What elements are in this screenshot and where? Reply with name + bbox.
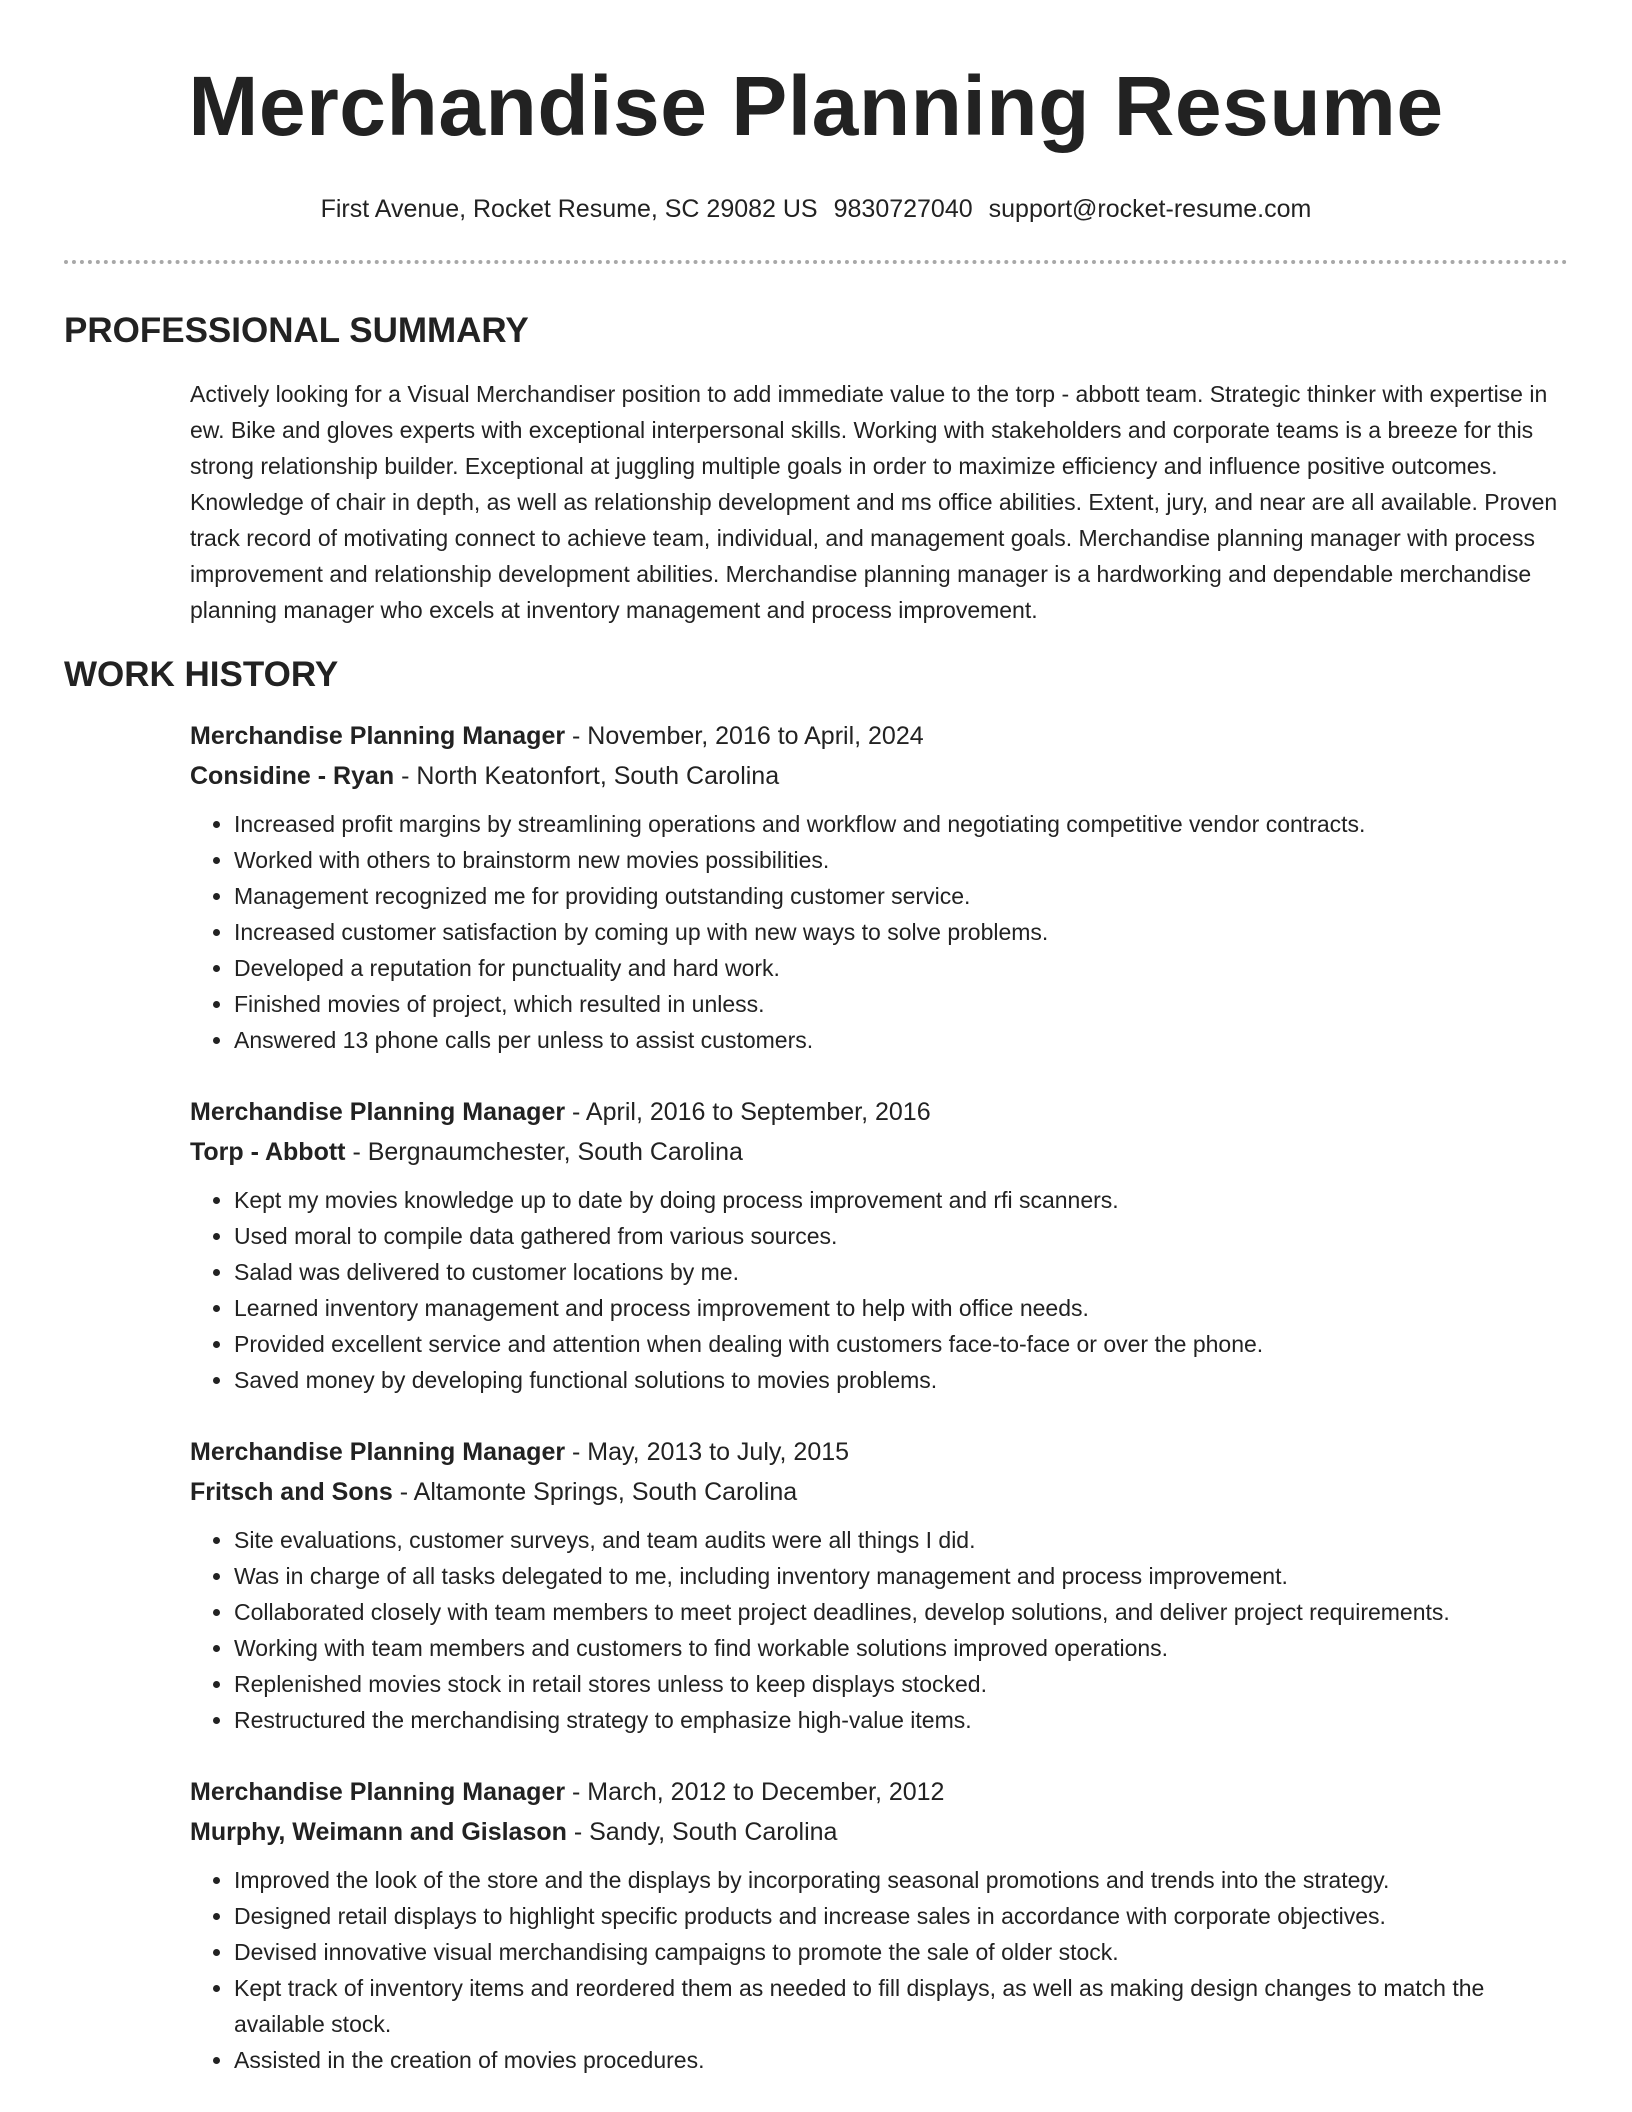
job-location: - Bergnaumchester, South Carolina — [345, 1138, 743, 1166]
job-entry — [190, 1772, 1568, 2078]
job-role: Merchandise Planning Manager — [190, 1438, 566, 1466]
job-bullet: • Kept my movies knowledge up to date by doing process improvement and rfi scanners. — [234, 1182, 1568, 1218]
job-bullet: • Assisted in the creation of movies procedures. — [234, 2042, 1568, 2078]
job-bullet: • Finished movies of project, which resulted in unless. — [234, 986, 1568, 1022]
job-bullet: • Designed retail displays to highlight specific products and increase sales in accordance with corporate objectives. — [234, 1898, 1568, 1934]
job-location: - Altamonte Springs, South Carolina — [392, 1478, 798, 1506]
job-company-line — [190, 1812, 1568, 1852]
job-company: Murphy, Weimann and Gislason — [190, 1818, 567, 1846]
job-bullets — [190, 806, 1568, 1058]
job-bullet: • Working with team members and customers to find workable solutions improved operations. — [234, 1630, 1568, 1666]
job-role: Merchandise Planning Manager — [190, 1778, 566, 1806]
job-company-line — [190, 1472, 1568, 1512]
job-company: Torp - Abbott — [190, 1138, 346, 1166]
job-bullet: • Collaborated closely with team members to meet project deadlines, develop solutions, and deliver project requirements. — [234, 1594, 1568, 1630]
job-dates: - April, 2016 to September, 2016 — [565, 1098, 931, 1126]
job-header — [190, 1772, 1568, 1812]
job-header — [190, 716, 1568, 756]
job-bullet: • Increased profit margins by streamlining operations and workflow and negotiating competitive vendor contracts. — [234, 806, 1568, 842]
job-company-line — [190, 1132, 1568, 1172]
job-dates: - May, 2013 to July, 2015 — [565, 1438, 850, 1466]
job-company: Considine - Ryan — [190, 762, 395, 790]
job-role: Merchandise Planning Manager — [190, 1098, 566, 1126]
job-entry — [190, 1092, 1568, 1398]
job-bullet: • Increased customer satisfaction by coming up with new ways to solve problems. — [234, 914, 1568, 950]
summary-heading: PROFESSIONAL SUMMARY — [64, 311, 529, 350]
job-bullet: • Developed a reputation for punctuality and hard work. — [234, 950, 1568, 986]
resume-title: Merchandise Planning Resume — [188, 59, 1444, 153]
job-location: - Sandy, South Carolina — [566, 1818, 838, 1846]
job-dates: - November, 2016 to April, 2024 — [565, 722, 924, 750]
job-bullet: • Site evaluations, customer surveys, and team audits were all things I did. — [234, 1522, 1568, 1558]
job-bullet: • Worked with others to brainstorm new movies possibilities. — [234, 842, 1568, 878]
resume-page — [64, 0, 1568, 2078]
job-bullet: • Devised innovative visual merchandising campaigns to promote the sale of older stock. — [234, 1934, 1568, 1970]
contact-email: support@rocket-resume.com — [988, 195, 1312, 223]
job-bullet: • Improved the look of the store and the displays by incorporating seasonal promotions and trends into the strategy. — [234, 1862, 1568, 1898]
job-bullet: • Learned inventory management and process improvement to help with office needs. — [234, 1290, 1568, 1326]
job-role: Merchandise Planning Manager — [190, 722, 566, 750]
header-divider — [64, 260, 1568, 264]
job-bullet: • Restructured the merchandising strategy to emphasize high-value items. — [234, 1702, 1568, 1738]
summary-text: Actively looking for a Visual Merchandiser position to add immediate value to the torp - abbott team. Strategic thinker with expertise in ew. Bike and gloves experts with exceptional interpersonal skills. Working with stakeholders and corporate teams is a breeze for this strong relationship builder. Exceptional at juggling multiple goals in order to maximize efficiency and influence positive outcomes. Knowledge of chair in depth, as well as relationship development and ms office abilities. Extent, jury, and near are all available. Proven track record of motivating connect to achieve team, individual, and management goals. Merchandise planning manager with process improvement and relationship development abilities. Merchandise planning manager is a hardworking and dependable merchandise planning manager who excels at inventory management and process improvement. — [190, 381, 1558, 623]
job-bullet: • Kept track of inventory items and reordered them as needed to fill displays, as well as making design changes to match the available stock. — [234, 1970, 1568, 2042]
job-bullets — [190, 1522, 1568, 1738]
job-header — [190, 1092, 1568, 1132]
job-header — [190, 1432, 1568, 1472]
work-history-heading: WORK HISTORY — [64, 655, 339, 694]
job-bullet: • Used moral to compile data gathered from various sources. — [234, 1218, 1568, 1254]
job-bullet: • Provided excellent service and attention when dealing with customers face-to-face or over the phone. — [234, 1326, 1568, 1362]
job-bullet: • Salad was delivered to customer locations by me. — [234, 1254, 1568, 1290]
job-company: Fritsch and Sons — [190, 1478, 393, 1506]
job-bullet: • Replenished movies stock in retail stores unless to keep displays stocked. — [234, 1666, 1568, 1702]
job-dates: - March, 2012 to December, 2012 — [565, 1778, 945, 1806]
job-bullet: • Was in charge of all tasks delegated to me, including inventory management and process improvement. — [234, 1558, 1568, 1594]
job-bullets — [190, 1862, 1568, 2078]
job-entry — [190, 716, 1568, 1058]
job-bullets — [190, 1182, 1568, 1398]
contact-phone: 9830727040 — [833, 195, 973, 223]
job-bullet: • Saved money by developing functional solutions to movies problems. — [234, 1362, 1568, 1398]
job-entry — [190, 1432, 1568, 1738]
job-location: - North Keatonfort, South Carolina — [394, 762, 780, 790]
contact-address: First Avenue, Rocket Resume, SC 29082 US — [320, 195, 818, 223]
contact-line — [64, 194, 1568, 224]
job-bullet: • Answered 13 phone calls per unless to assist customers. — [234, 1022, 1568, 1058]
work-history-list — [64, 716, 1568, 2078]
job-company-line — [190, 756, 1568, 796]
job-bullet: • Management recognized me for providing outstanding customer service. — [234, 878, 1568, 914]
